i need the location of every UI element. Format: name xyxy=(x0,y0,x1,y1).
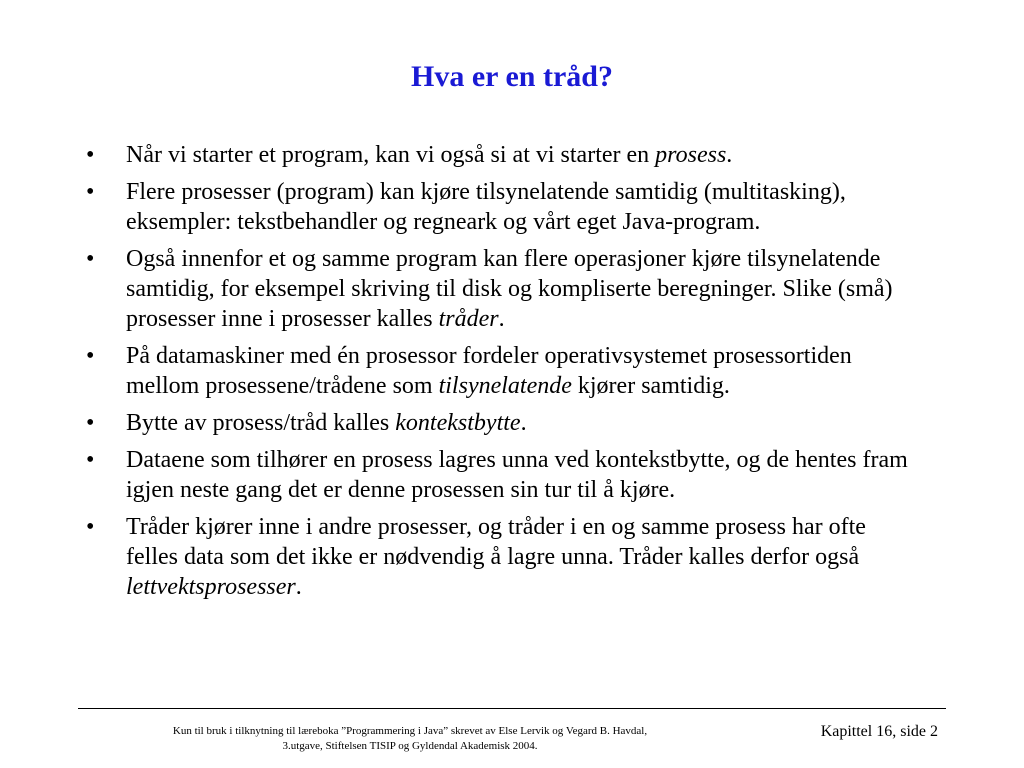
footer-credit-line-2: 3.utgave, Stiftelsen TISIP og Gyldendal Akademisk 2004. xyxy=(282,740,538,752)
emphasized-term: tilsynelatende xyxy=(438,373,572,399)
bullet-marker: • xyxy=(86,179,95,205)
bullet-text: På datamaskiner med én prosessor fordeler operativsystemet prosessortiden mellom prosessene/trådene som xyxy=(126,343,852,399)
footer-credit xyxy=(140,724,680,754)
bullet-marker: • xyxy=(86,343,95,369)
bullet-item xyxy=(82,445,922,505)
bullet-marker: • xyxy=(86,142,95,168)
emphasized-term: lettvektsprosesser xyxy=(126,574,296,600)
bullet-text: Også innenfor et og samme program kan flere operasjoner kjøre tilsynelatende samtidig, for eksempel skriving til disk og kompliserte beregninger. Slike (små) prosesser inne i prosesser kalles xyxy=(126,246,893,332)
bullet-marker: • xyxy=(86,246,95,272)
bullet-item xyxy=(82,140,922,170)
bullet-list xyxy=(82,140,922,609)
bullet-marker: • xyxy=(86,514,95,540)
bullet-text: Tråder kjører inne i andre prosesser, og tråder i en og samme prosess har ofte felles data som det ikke er nødvendig å lagre unna. Tråder kalles derfor også xyxy=(126,514,866,570)
bullet-text: Dataene som tilhører en prosess lagres unna ved kontekstbytte, og de hentes fram igjen neste gang det er denne prosessen sin tur til å kjøre. xyxy=(126,447,908,503)
emphasized-term: tråder xyxy=(438,306,499,332)
slide-title: Hva er en tråd? xyxy=(411,60,613,93)
bullet-text: . xyxy=(520,410,527,436)
bullet-item xyxy=(82,244,922,334)
emphasized-term: prosess xyxy=(655,142,727,168)
bullet-text: kjører samtidig. xyxy=(571,373,730,399)
bullet-text: Når vi starter et program, kan vi også si at vi starter en xyxy=(126,142,656,168)
emphasized-term: kontekstbytte xyxy=(395,410,521,436)
footer-divider xyxy=(78,708,946,709)
page-label: Kapittel 16, side 2 xyxy=(820,723,938,740)
bullet-item xyxy=(82,341,922,401)
bullet-text: Bytte av prosess/tråd kalles xyxy=(126,410,396,436)
bullet-item xyxy=(82,408,922,438)
bullet-marker: • xyxy=(86,447,95,473)
bullet-text: . xyxy=(498,306,505,332)
bullet-item xyxy=(82,512,922,602)
bullet-text: . xyxy=(295,574,302,600)
bullet-text: Flere prosesser (program) kan kjøre tilsynelatende samtidig (multitasking), eksempler: tekstbehandler og regneark og vårt eget Java-program. xyxy=(126,179,846,235)
footer-credit-line-1: Kun til bruk i tilknytning til læreboka ”Programmering i Java” skrevet av Else Lervik og Vegard B. Havdal, xyxy=(172,725,648,737)
bullet-text: . xyxy=(726,142,733,168)
bullet-item xyxy=(82,177,922,237)
bullet-marker: • xyxy=(86,410,95,436)
